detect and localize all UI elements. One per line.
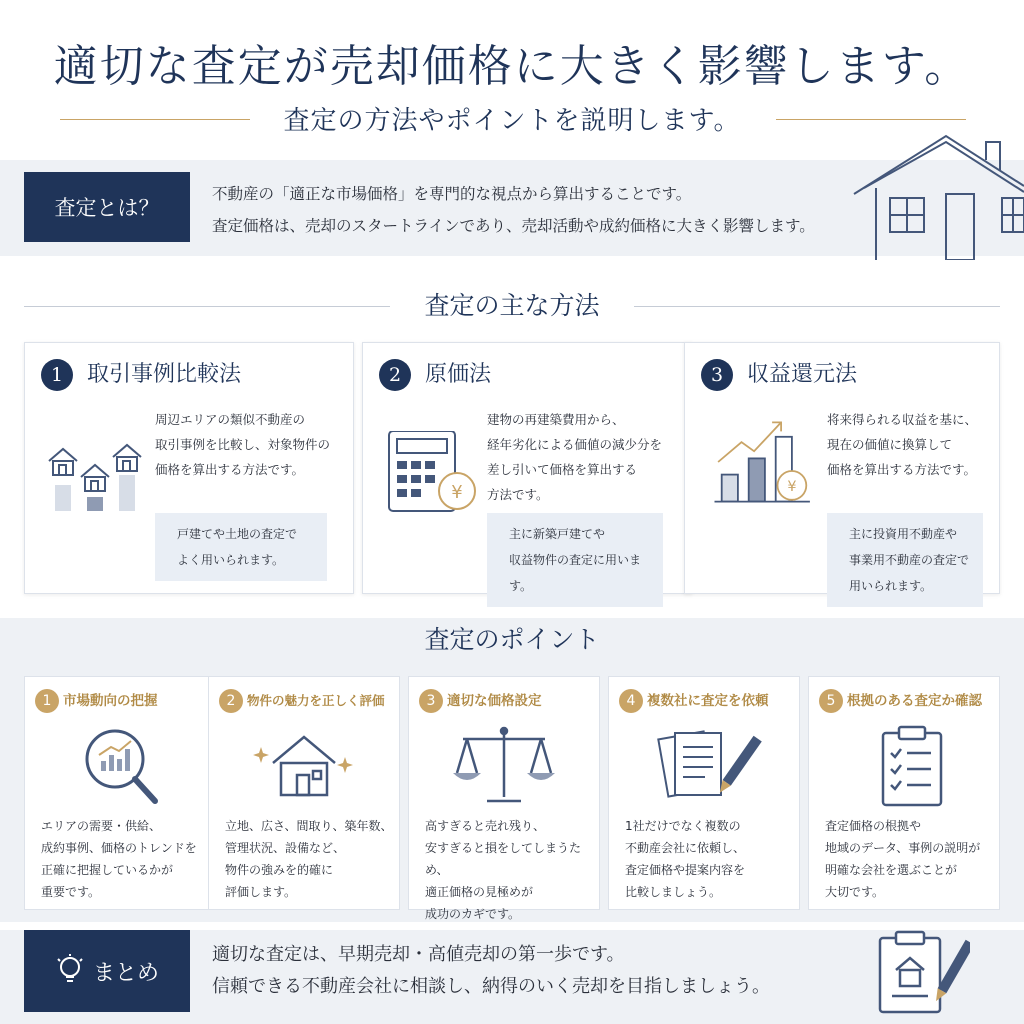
- intro-label: 査定とは？: [24, 172, 190, 242]
- method-note: 主に投資用不動産や 事業用不動産の査定で 用いられます。: [827, 513, 983, 607]
- point-card-1: [24, 676, 216, 910]
- method-card-1: [24, 342, 354, 594]
- point-description: 立地、広さ、間取り、築年数、 管理状況、設備など、 物件の強みを的確に 評価します。: [225, 819, 393, 899]
- summary-label-box: [24, 930, 190, 1012]
- point-number: 5: [819, 689, 843, 713]
- point-description: 高すぎると売れ残り、 安すぎると損をしてしまうため、 適正価格の見極めが 成功のカギです。: [425, 819, 582, 921]
- point-card-3: [408, 676, 600, 921]
- point-card-5: [808, 676, 1000, 910]
- method-number: 2: [379, 359, 411, 391]
- point-card-4: [608, 676, 800, 910]
- point-description: 1社だけでなく複数の 不動産会社に依頼し、 査定価格や提案内容を 比較しましょう。: [625, 819, 746, 899]
- method-card-2: [362, 342, 692, 594]
- method-description: 建物の再建築費用から、 経年劣化による価値の減少分を 差し引いて価格を算出する 方法です。: [487, 412, 663, 502]
- method-card-3: [684, 342, 1000, 594]
- clipboard-house-pen-icon: [870, 930, 970, 1016]
- point-title: 複数社に査定を依頼: [647, 693, 769, 709]
- point-title: 市場動向の把握: [63, 693, 158, 709]
- point-description: エリアの需要・供給、 成約事例、価格のトレンドを 正確に把握しているかが 重要です。: [41, 819, 197, 899]
- summary-label: まとめ: [92, 960, 159, 986]
- method-title: 収益還元法: [747, 362, 858, 387]
- summary-line-2: 信頼できる不動産会社に相談し、納得のいく売却を目指しましょう。: [212, 976, 770, 997]
- points-heading-band: [0, 618, 1024, 660]
- method-title: 取引事例比較法: [87, 362, 242, 387]
- method-note: 戸建てや土地の査定で よく用いられます。: [155, 513, 327, 581]
- subtitle: 査定の方法やポイントを説明します。: [283, 106, 741, 136]
- points-heading: 査定のポイント: [424, 625, 600, 654]
- svg-text:¥: ¥: [787, 478, 797, 495]
- point-title: 適切な価格設定: [447, 693, 542, 709]
- method-description: 周辺エリアの類似不動産の 取引事例を比較し、対象物件の 価格を算出する方法です。: [155, 412, 331, 477]
- houses-bar-chart-icon: [39, 431, 149, 521]
- point-number: 4: [619, 689, 643, 713]
- growth-chart-yen-icon: [709, 417, 819, 507]
- methods-heading-row: [0, 286, 1024, 326]
- method-description: 将来得られる収益を基に、 現在の価値に換算して 価格を算出する方法です。: [827, 412, 978, 477]
- checklist-clipboard-icon: [869, 723, 961, 807]
- point-number: 3: [419, 689, 443, 713]
- svg-text:¥: ¥: [451, 482, 463, 503]
- summary-section: [0, 930, 1024, 1024]
- point-number: 2: [219, 689, 243, 713]
- method-note: 主に新築戸建てや 収益物件の査定に用います。: [487, 513, 663, 607]
- magnifier-chart-icon: [75, 723, 167, 807]
- methods-heading: 査定の主な方法: [424, 291, 600, 320]
- method-title: 原価法: [425, 362, 492, 387]
- point-description: 査定価格の根拠や 地域のデータ、事例の説明が 明確な会社を選ぶことが 大切です。: [825, 819, 981, 899]
- calculator-yen-icon: [377, 431, 487, 521]
- intro-line-2: 査定価格は、売却のスタートラインであり、売却活動や成約価格に大きく影響します。: [212, 217, 815, 235]
- method-number: 3: [701, 359, 733, 391]
- documents-pen-icon: [653, 723, 763, 807]
- point-card-2: [208, 676, 400, 910]
- point-number: 1: [35, 689, 59, 713]
- point-title: 物件の魅力を正しく評価: [247, 693, 385, 708]
- sparkle-house-icon: [249, 723, 359, 807]
- method-number: 1: [41, 359, 73, 391]
- intro-line-1: 不動産の「適正な市場価格」を専門的な視点から算出することです。: [212, 185, 692, 203]
- summary-line-1: 適切な査定は、早期売却・高値売却の第一歩です。: [212, 944, 625, 965]
- balance-scale-icon: [449, 723, 559, 807]
- lightbulb-icon: [55, 953, 85, 989]
- main-title: 適切な査定が売却価格に大きく影響します。: [53, 41, 971, 92]
- house-outline-icon: [850, 130, 1024, 260]
- point-title: 根拠のある査定か確認: [847, 693, 982, 709]
